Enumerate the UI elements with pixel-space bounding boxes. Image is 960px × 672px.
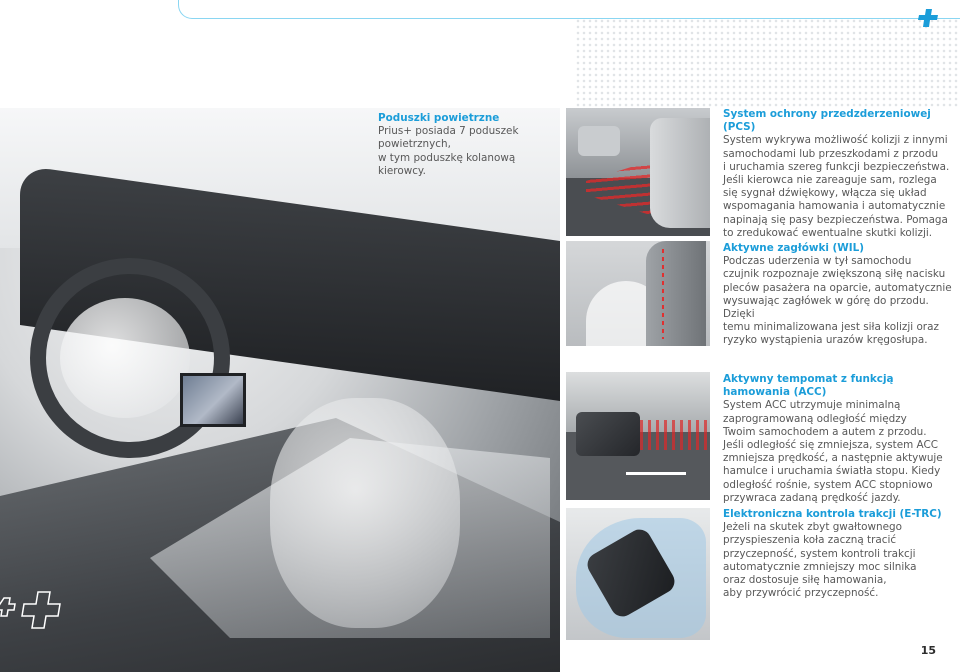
- pcs-photo: [566, 108, 710, 236]
- section-heading: Aktywne zagłówki (WIL): [723, 242, 864, 254]
- dot-pattern: [575, 18, 960, 108]
- wil-photo: [566, 241, 710, 346]
- section-body: System wykrywa możliwość kolizji z innymi samochodami lub przeszkodami z przodu i uruchamia szereg funkcji bezpieczeństwa. Jeśli kierowca nie zareaguje sam, rozlega się sygnał dźwiękowy, włącza się układ wspomagania hamowania i automatycznie napinają się pasy bezpieczeństwa. Pomaga to zredukować ewentualne skutki kolizji.: [723, 134, 950, 239]
- navigation-screen: [180, 373, 246, 427]
- interior-airbag-photo: [0, 108, 560, 672]
- driver-airbag: [60, 298, 190, 418]
- page-number: 15: [920, 644, 936, 657]
- car-ahead: [576, 412, 640, 456]
- section-heading: Aktywny tempomat z funkcją hamowania (ACC): [723, 373, 894, 399]
- wil-section: [723, 242, 955, 348]
- section-body: Podczas uderzenia w tył samochodu czujnik rozpoznaje zwiększoną siłę nacisku pleców pasażera na oparcie, automatycznie wysuwając zagłówek w górę do przodu. Dzięki temu minimalizowana jest siła kolizji oraz ryzyko wystąpienia urazów kręgosłupa.: [723, 255, 952, 347]
- section-body: Jeżeli na skutek zbyt gwałtownego przyspieszenia koła zaczną tracić przyczepność, system kontroli trakcji automatycznie zmniejszy moc silnika oraz dostosuje siłę hamowania, aby przywrócić przyczepność.: [723, 521, 917, 600]
- curtain-airbag: [270, 398, 460, 628]
- airbags-section: [378, 112, 560, 178]
- pcs-section: [723, 108, 955, 240]
- car-front: [650, 118, 710, 228]
- headrest-arrow: [662, 249, 664, 339]
- section-body: Prius+ posiada 7 poduszek powietrznych, w tym poduszkę kolanową kierowcy.: [378, 125, 519, 177]
- section-heading: Elektroniczna kontrola trakcji (E-TRC): [723, 508, 942, 520]
- acc-section: [723, 373, 955, 505]
- section-heading: System ochrony przedzderzeniowej (PCS): [723, 108, 931, 134]
- plus-icon: [918, 9, 940, 27]
- section-heading: Poduszki powietrzne: [378, 112, 500, 124]
- radar-beam: [640, 420, 710, 450]
- lane-marking: [626, 472, 686, 475]
- top-decorative-band: [178, 0, 960, 19]
- section-body: System ACC utrzymuje minimalną zaprogramowaną odległość między Twoim samochodem a autem z przodu. Jeśli odległość się zmniejsza, system ACC zmniejsza prędkość, a następnie aktywuje hamulce i uruchamia światła stopu. Kiedy odległość rośnie, system ACC stopniowo przywraca zadaną prędkość jazdy.: [723, 399, 943, 504]
- etrc-photo: [566, 508, 710, 640]
- etrc-section: [723, 508, 955, 600]
- car-ahead: [578, 126, 620, 156]
- plus-outline-icon: [0, 590, 70, 630]
- acc-photo: [566, 372, 710, 500]
- seat: [646, 241, 706, 346]
